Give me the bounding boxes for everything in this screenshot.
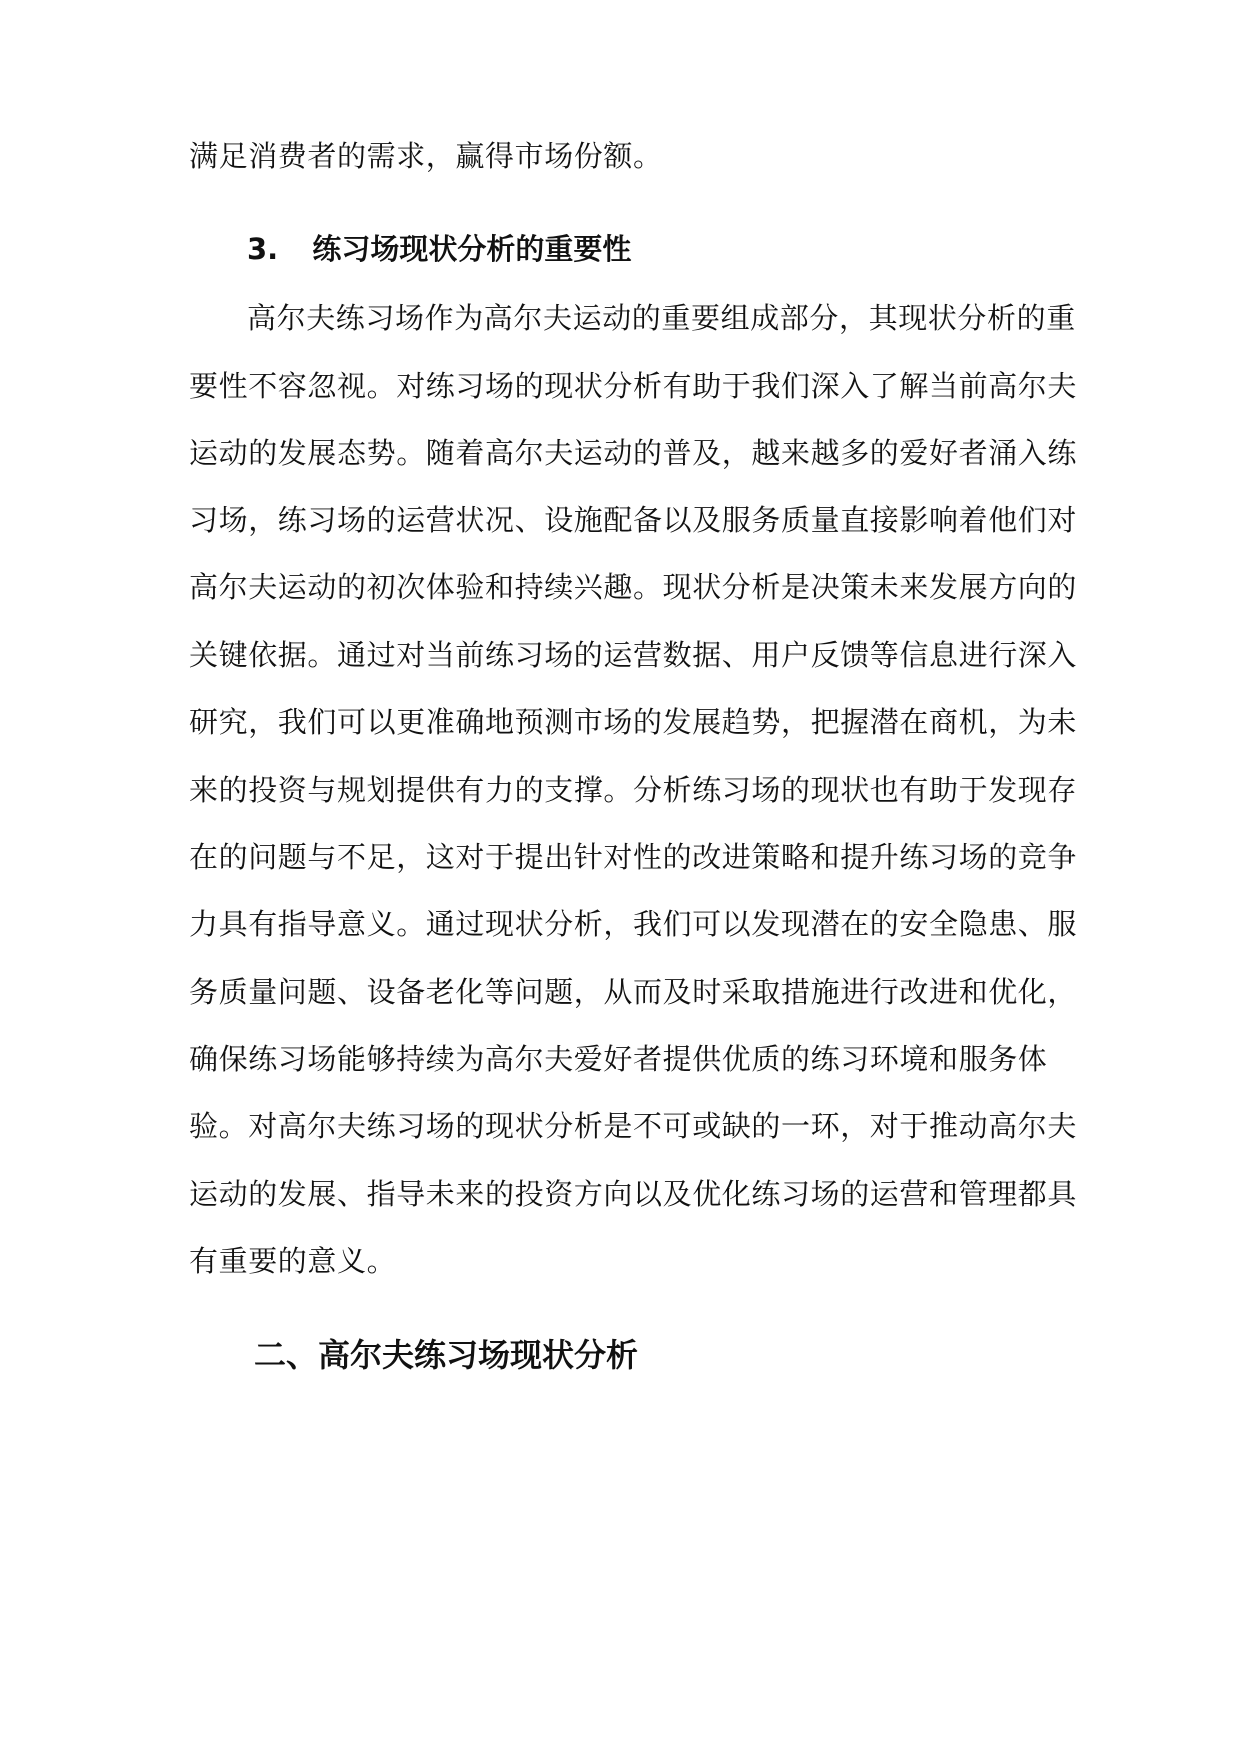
paragraph-line: 习场，练习场的运营状况、设施配备以及服务质量直接影响着他们对 — [189, 503, 1078, 537]
paragraph-line: 有重要的意义。 — [189, 1244, 397, 1278]
paragraph-line: 关键依据。通过对当前练习场的运营数据、用户反馈等信息进行深入 — [189, 638, 1078, 672]
paragraph-line: 研究，我们可以更准确地预测市场的发展趋势，把握潜在商机，为未 — [189, 705, 1078, 739]
section-heading — [247, 229, 631, 269]
section-number: 3. — [247, 232, 279, 266]
paragraph-line: 运动的发展态势。随着高尔夫运动的普及，越来越多的爱好者涌入练 — [189, 436, 1078, 470]
paragraph-line: 验。对高尔夫练习场的现状分析是不可或缺的一环，对于推动高尔夫 — [189, 1109, 1078, 1143]
paragraph-line: 力具有指导意义。通过现状分析，我们可以发现潜在的安全隐患、服 — [189, 907, 1078, 941]
paragraph-line: 高尔夫运动的初次体验和持续兴趣。现状分析是决策未来发展方向的 — [189, 570, 1078, 604]
paragraph-line: 来的投资与规划提供有力的支撑。分析练习场的现状也有助于发现存 — [189, 773, 1078, 807]
paragraph-line: 确保练习场能够持续为高尔夫爱好者提供优质的练习环境和服务体 — [189, 1042, 1048, 1076]
paragraph-line: 运动的发展、指导未来的投资方向以及优化练习场的运营和管理都具 — [189, 1177, 1078, 1211]
chapter-heading: 二、高尔夫练习场现状分析 — [254, 1336, 639, 1374]
paragraph-line: 在的问题与不足，这对于提出针对性的改进策略和提升练习场的竞争 — [189, 840, 1078, 874]
paragraph-line: 务质量问题、设备老化等问题，从而及时采取措施进行改进和优化， — [189, 975, 1078, 1009]
paragraph-line: 高尔夫练习场作为高尔夫运动的重要组成部分，其现状分析的重 — [247, 301, 1076, 335]
paragraph-line: 要性不容忽视。对练习场的现状分析有助于我们深入了解当前高尔夫 — [189, 369, 1078, 403]
continuation-line: 满足消费者的需求，赢得市场份额。 — [189, 139, 663, 173]
section-title: 练习场现状分析的重要性 — [312, 232, 632, 266]
